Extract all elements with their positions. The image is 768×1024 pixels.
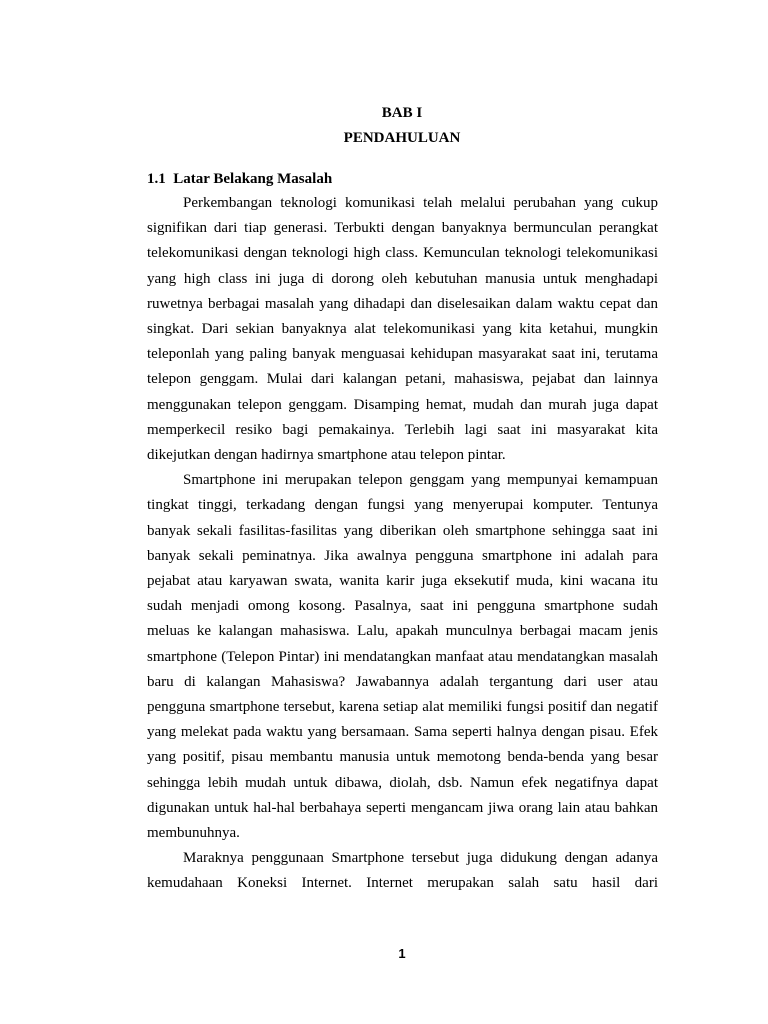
paragraph: Maraknya penggunaan Smartphone tersebut juga didukung dengan adanya kemudahaan Koneksi Internet. Internet merupakan salah satu hasil dari (147, 850, 658, 892)
chapter-title: PENDAHULUAN (343, 130, 461, 146)
section-heading: 1.1 Latar Belakang Masalah (147, 171, 333, 187)
body-text (147, 191, 658, 897)
paragraph: Smartphone ini merupakan telepon genggam yang mempunyai kemampuan tingkat tinggi, terkadang dengan fungsi yang menyerupai komputer. Tentunya banyak sekali fasilitas-fasilitas yang diberikan oleh smartphone sehingga saat ini banyak sekali peminatnya. Jika awalnya pengguna smartphone ini adalah para pejabat atau karyawan swata, wanita karir juga eksekutif muda, kini wacana itu sudah menjadi omong kosong. Pasalnya, saat ini pengguna smartphone sudah meluas ke kalangan mahasiswa. Lalu, apakah munculnya berbagai macam jenis smartphone (Telepon Pintar) ini mendatangkan manfaat atau mendatangkan masalah baru di kalangan Mahasiswa? Jawabannya adalah tergantung dari user atau pengguna smartphone tersebut, karena setiap alat memiliki fungsi positif dan negatif yang melekat pada waktu yang bersamaan. Sama seperti halnya dengan pisau. Efek yang positif, pisau membantu manusia untuk memotong benda-benda yang besar sehingga lebih mudah untuk dibawa, diolah, dsb. Namun efek negatifnya dapat digunakan untuk hal-hal berbahaya seperti mengancam jiwa orang lain atau bahkan membunuhnya. (147, 472, 658, 842)
page-number: 1 (398, 946, 406, 961)
chapter-number: BAB I (381, 105, 423, 121)
paragraph: Perkembangan teknologi komunikasi telah melalui perubahan yang cukup signifikan dari tiap generasi. Terbukti dengan banyaknya bermunculan perangkat telekomunikasi dengan teknologi high class. Kemunculan teknologi telekomunikasi yang high class ini juga di dorong oleh kebutuhan manusia untuk menghadapi ruwetnya berbagai masalah yang dihadapi dan diselesaikan dalam waktu cepat dan singkat. Dari sekian banyaknya alat telekomunikasi yang kita ketahui, mungkin teleponlah yang paling banyak menguasai kehidupan masyarakat saat ini, terutama telepon genggam. Mulai dari kalangan petani, mahasiswa, pejabat dan lainnya menggunakan telepon genggam. Disamping hemat, mudah dan murah juga dapat memperkecil resiko bagi pemakainya. Terlebih lagi saat ini masyarakat kita dikejutkan dengan hadirnya smartphone atau telepon pintar. (147, 195, 658, 464)
